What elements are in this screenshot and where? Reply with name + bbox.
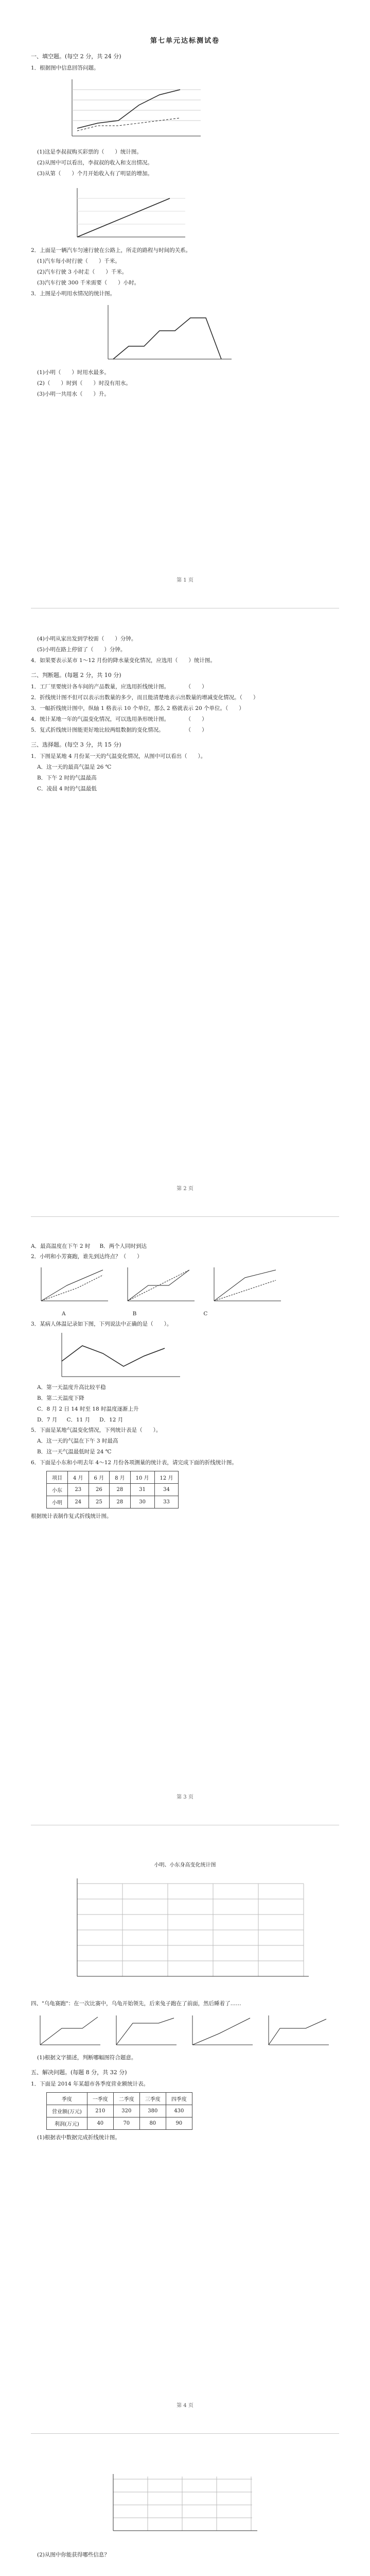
question-text: 1．下图是某地 4 月份某一天的气温变化情况，从图中可以看出（ ）。 — [31, 753, 206, 759]
table-cell: 12 月 — [154, 1471, 179, 1484]
table-cell: 90 — [166, 2117, 192, 2130]
judge-item: 2．折线统计图不但可以表示出数量的多少，而且能清楚地表示出数量的增减变化情况。（ ） — [31, 694, 259, 701]
option: C．11 月 — [66, 1417, 91, 1423]
question-sub: (3)从第（ ）个月开始收入有了明显的增加。 — [37, 171, 153, 177]
judge-item: 4．统计某地一年的气温变化情况，可以选用条形统计图。 （ ） — [31, 716, 207, 722]
question-sub: (5)小明在路上停留了（ ）分钟。 — [37, 647, 126, 653]
question-sub: (4)小明从家出发到学校需（ ）分钟。 — [37, 636, 137, 642]
question-sub: (3)小明一共用水（ ）升。 — [37, 391, 110, 397]
table-cell: 利润(万元) — [47, 2117, 87, 2130]
question-text: 2．上面是一辆汽车匀速行驶在公路上，所走的路程与时间的关系。 — [31, 247, 191, 253]
table-cell: 23 — [68, 1484, 89, 1496]
race-chart-a — [36, 2013, 103, 2049]
question-text: 3．某病人体温记录如下图，下列说法中正确的是（ ）。 — [31, 1321, 172, 1327]
table-cell: 430 — [166, 2105, 192, 2117]
question-text: 1．下面是 2014 年某超市各季度营业额统计表。 — [31, 2081, 149, 2087]
option: B．这一天气温最低时是 24 ℃ — [37, 1449, 112, 1455]
page-number: 第 2 页 — [177, 1186, 193, 1192]
sales-table — [46, 2092, 192, 2130]
table-cell: 6 月 — [89, 1471, 110, 1484]
judge-item: 3．一幅折线统计图中，纵轴 1 格表示 10 个单位，那么 2 格就表示 20 个单位。（ ） — [31, 705, 244, 711]
question-text: 四、"乌龟赛跑"：在一次比赛中，乌龟开始领先，后来兔子跑在了前面，然后睡着了…… — [31, 2001, 241, 2007]
table-row — [47, 2105, 192, 2117]
section-heading: 一、填空题。(每空 2 分，共 24 分) — [31, 53, 121, 60]
table-cell: 小东 — [47, 1484, 68, 1496]
table-cell: 一季度 — [87, 2093, 113, 2105]
table-cell: 30 — [130, 1496, 154, 1509]
table-cell: 二季度 — [113, 2093, 139, 2105]
option: B．两个人同时到达 — [99, 1243, 147, 1249]
table-cell: 70 — [113, 2117, 139, 2130]
option: C．8 月 2 日 14 时至 18 时温度逐渐上升 — [37, 1406, 139, 1412]
table-cell: 80 — [139, 2117, 166, 2130]
table-row — [47, 1496, 179, 1509]
question-sub: (2)（ ）时到（ ）时没有用水。 — [37, 380, 131, 386]
option: D．12 月 — [99, 1417, 124, 1423]
page-number: 第 1 页 — [177, 578, 193, 583]
table-cell: 10 月 — [130, 1471, 154, 1484]
question-sub: (1)汽车每小时行驶（ ）千米。 — [37, 258, 120, 264]
table-cell: 28 — [110, 1496, 131, 1509]
table-cell: 4 月 — [68, 1471, 89, 1484]
table-row — [47, 1471, 179, 1484]
table-cell: 31 — [130, 1484, 154, 1496]
option: B．第二天温度下降 — [37, 1395, 84, 1401]
option-chart-c — [209, 1265, 286, 1306]
race-option-charts — [36, 2013, 339, 2049]
chart-water — [93, 300, 237, 367]
question-sub: (2)从图中可以看出，李叔叔的收入和支出情况。 — [37, 160, 153, 166]
option-chart-a — [36, 1265, 113, 1306]
question-sub: (1)小明（ ）时用水最多。 — [37, 369, 110, 376]
question-sub: (1)根据表中数据完成折线统计图。 — [37, 2134, 120, 2141]
table-cell: 320 — [113, 2105, 139, 2117]
race-chart-d — [265, 2013, 331, 2049]
table-cell: 28 — [110, 1484, 131, 1496]
question-sub: (1)根据文字描述，判断哪幅图符合题意。 — [37, 2055, 137, 2061]
question-text: 4．如果要表示某市 1～12 月份的降水量变化情况，应选用（ ）统计图。 — [31, 657, 216, 664]
table-row — [47, 1484, 179, 1496]
table-cell: 季度 — [47, 2093, 87, 2105]
question-sub: (2)汽车行驶 3 小时走（ ）千米。 — [37, 269, 128, 275]
page-title: 第七单元达标测试卷 — [150, 37, 220, 45]
chart-sales-blank — [93, 2469, 262, 2546]
blank-grid-chart — [57, 1873, 314, 1992]
option-charts — [36, 1265, 339, 1306]
table-cell: 小明 — [47, 1496, 68, 1509]
option: A．这一天的气温在下午 3 时最高 — [37, 1438, 118, 1444]
option-label: B — [132, 1311, 137, 1317]
question-sub: (3)汽车行驶 300 千米需要（ ）小时。 — [37, 280, 140, 286]
table-cell: 33 — [154, 1496, 179, 1509]
section-heading: 三、选择题。(每空 3 分，共 15 分) — [31, 741, 121, 748]
answer-space — [31, 2561, 339, 2576]
option-chart-b — [122, 1265, 200, 1306]
option: D．7 月 — [37, 1417, 58, 1423]
race-chart-b — [112, 2013, 179, 2049]
question-text: 3．上图是小明用水情况的统计图。 — [31, 291, 116, 297]
page-5 — [31, 2434, 339, 2576]
judge-item: 5．复式折线统计图能更好地比较两组数据的变化情况。 （ ） — [31, 727, 207, 733]
race-chart-c — [188, 2013, 255, 2049]
option: A．最高温度在下午 2 时 — [31, 1243, 91, 1249]
question-text: 2．小明和小芳赛跑，谁先到达终点？（ ） — [31, 1253, 143, 1260]
table-cell: 24 — [68, 1496, 89, 1509]
chart-temperature — [51, 1330, 185, 1382]
page-4 — [31, 1825, 339, 2433]
question-sub: (2)从图中你能获得哪些信息？ — [37, 2552, 110, 2558]
table-cell: 25 — [89, 1496, 110, 1509]
page-number: 第 4 页 — [177, 2403, 193, 2409]
page-number: 第 3 页 — [177, 1794, 193, 1800]
table-cell: 8 月 — [110, 1471, 131, 1484]
table-cell: 三季度 — [139, 2093, 166, 2105]
chart-distance — [62, 183, 196, 245]
page-1 — [31, 0, 339, 608]
table-cell: 项目 — [47, 1471, 68, 1484]
page-3 — [31, 1217, 339, 1825]
question-text: 根据统计表制作复式折线统计图。 — [31, 1513, 112, 1519]
table-cell: 营业额(万元) — [47, 2105, 87, 2117]
chart-title: 小明、小东身高变化统计图 — [154, 1862, 216, 1868]
option-label: A — [62, 1311, 66, 1317]
question-text: 6．下面是小东和小明去年 4～12 月份各项测量的统计表，请完成下面的折线统计图。 — [31, 1460, 237, 1466]
height-table — [46, 1471, 179, 1509]
option: C．凌晨 4 时的气温最低 — [37, 786, 97, 792]
table-row — [47, 2093, 192, 2105]
section-heading: 二、判断题。(每题 2 分，共 10 分) — [31, 672, 121, 679]
question-sub: (1)这是李叔叔购买彩票的（ ）统计图。 — [37, 149, 142, 155]
option-label: C — [203, 1311, 208, 1317]
judge-item: 1．工厂里要统计各车间的产品数量，应选用折线统计图。 （ ） — [31, 684, 207, 690]
table-cell: 210 — [87, 2105, 113, 2117]
option: A．第一天温度升高比较平稳 — [37, 1384, 106, 1391]
question-text: 5．下面是某地气温变化情况，下列统计表是（ ）。 — [31, 1427, 162, 1433]
table-cell: 26 — [89, 1484, 110, 1496]
page-2 — [31, 608, 339, 1216]
section-heading: 五、解决问题。(每题 8 分，共 32 分) — [31, 2069, 127, 2076]
option: A．这一天的最高气温是 26 ℃ — [37, 764, 112, 770]
table-cell: 四季度 — [166, 2093, 192, 2105]
chart-income — [57, 74, 211, 146]
table-cell: 40 — [87, 2117, 113, 2130]
table-row — [47, 2117, 192, 2130]
question-text: 1．根据图中信息回答问题。 — [31, 65, 99, 71]
option: B．下午 2 时的气温最高 — [37, 775, 97, 781]
table-cell: 380 — [139, 2105, 166, 2117]
table-cell: 34 — [154, 1484, 179, 1496]
